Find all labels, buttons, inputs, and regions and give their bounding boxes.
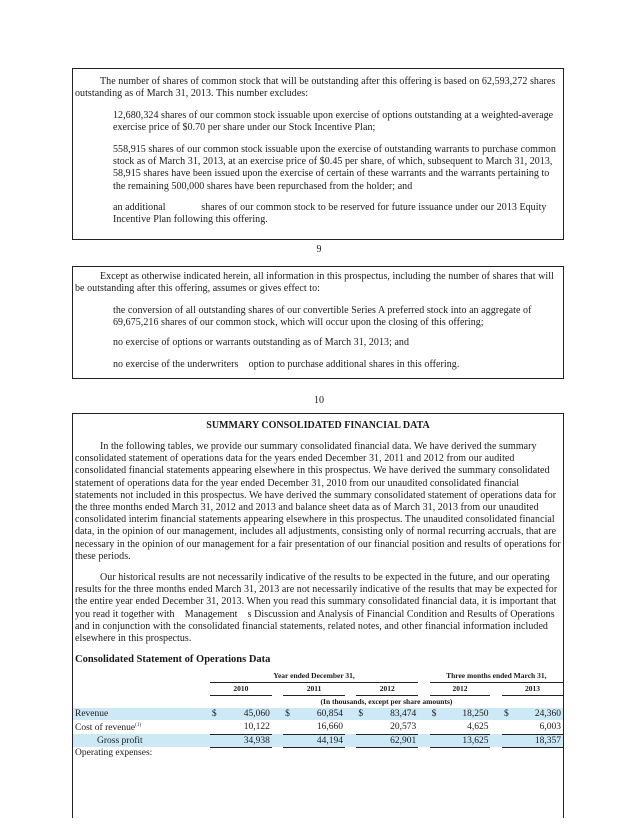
footnote-marker: (1) <box>135 723 141 728</box>
row-label: Operating expenses: <box>75 748 153 759</box>
table-cell: 4,625 <box>441 720 490 734</box>
no-options-assumption-item: no exercise of options or warrants outstanding as of March 31, 2013; and <box>113 337 410 348</box>
table-cell: 6,003 <box>514 720 563 734</box>
assumptions-intro: Except as otherwise indicated herein, all information in this prospectus, including the number of shares that will be outstanding after this offering, assumes or gives effect to: <box>75 271 557 295</box>
currency-symbol: $ <box>283 708 295 720</box>
share-exclusions-box <box>72 68 564 240</box>
table-row <box>73 747 563 760</box>
row-label-text: Cost of revenue <box>75 723 136 734</box>
table-cell: 20,573 <box>368 720 418 734</box>
currency-symbol: $ <box>210 708 222 720</box>
table-cell: 24,360 <box>514 708 563 720</box>
year-header: 2012 <box>430 683 491 696</box>
row-label: Gross profit <box>73 734 210 747</box>
page-number: 10 <box>314 395 324 406</box>
units-row <box>73 696 563 709</box>
table-row <box>73 720 563 734</box>
table-cell: 44,194 <box>295 734 345 747</box>
row-label: Revenue <box>73 708 210 720</box>
table-cell: 16,660 <box>295 720 345 734</box>
year-header: 2011 <box>283 683 345 696</box>
year-header: 2010 <box>210 683 272 696</box>
currency-symbol: $ <box>502 708 514 720</box>
table-cell: 18,357 <box>514 734 563 747</box>
table-cell: 34,938 <box>222 734 272 747</box>
year-group-header: Year ended December 31, <box>210 670 418 683</box>
table-heading: Consolidated Statement of Operations Data <box>75 654 271 665</box>
options-exclusion-item: 12,680,324 shares of our common stock issuable upon exercise of options outstanding at a weighted-average exercise price of $0.70 per share under our Stock Incentive Plan; <box>113 110 556 134</box>
table-cell: 18,250 <box>441 708 490 720</box>
year-header-row <box>73 683 563 696</box>
currency-symbol: $ <box>356 708 368 720</box>
section-title: SUMMARY CONSOLIDATED FINANCIAL DATA <box>206 420 430 431</box>
units-note: (In thousands, except per share amounts) <box>320 697 453 706</box>
page-number: 9 <box>316 244 322 255</box>
year-header: 2013 <box>502 683 563 696</box>
summary-intro-paragraph: In the following tables, we provide our summary consolidated financial data. We have derived the summary consolidated statement of operations data for the years ended December 31, 2011 and 2012 from our audited consolidated financial statements appearing elsewhere in this prospectus. We have derived the summary consolidated statement of operations data for the year ended December 31, 2010 from our unaudited consolidated financial statements not included in this prospectus. We have derived the summary consolidated statement of operations data for the three months ended March 31, 2012 and 2013 and balance sheet data as of March 31, 2013 from our unaudited consolidated interim financial statements appearing elsewhere in this prospectus. The unaudited consolidated financial data, in the opinion of our management, includes all adjustments, consisting only of normal recurring accruals, that are necessary in the opinion of our management for a fair presentation of our financial position and results of operations for these periods. <box>75 441 564 562</box>
table-cell: 13,625 <box>441 734 490 747</box>
year-header: 2012 <box>356 683 418 696</box>
historical-results-paragraph: Our historical results are not necessarily indicative of the results to be expected in the future, and our operating results for the three months ended March 31, 2013 are not necessarily indicative of the results that may be expected for the entire year ended December 31, 2013. When you read this summary consolidated financial data, it is important that you read it together with Management s Discussion and Analysis of Financial Condition and Results of Operations and in conjunction with the consolidated financial statements, related notes, and other financial information included elsewhere in this prospectus. <box>75 572 568 645</box>
group-header-row <box>73 670 563 683</box>
row-label <box>73 720 210 734</box>
table-row <box>73 708 563 720</box>
assumptions-box <box>72 266 564 379</box>
table-row <box>73 734 563 747</box>
no-underwriter-option-item: no exercise of the underwriters option to purchase additional shares in this offering. <box>113 359 460 370</box>
shares-outstanding-intro: The number of shares of common stock that will be outstanding after this offering is based on 62,593,272 shares outstanding as of March 31, 2013. This number excludes: <box>75 76 558 100</box>
warrants-exclusion-item: 558,915 shares of our common stock issuable upon the exercise of outstanding warrants to purchase common stock as of March 31, 2013, at an exercise price of $0.45 per share, of which, subsequent to March 31, 2013, 58,915 shares have been issued upon the exercise of certain of these warrants and the warrants pertaining to the remaining 500,000 shares have been repurchased from the holder; and <box>113 144 559 192</box>
table-cell: 83,474 <box>368 708 418 720</box>
quarter-group-header: Three months ended March 31, <box>430 670 563 683</box>
table-cell: 10,122 <box>222 720 272 734</box>
equity-plan-exclusion-item: an additional shares of our common stock to be reserved for future issuance under our 2013 Equity Incentive Plan following this offering. <box>113 202 550 226</box>
summary-financial-data-box <box>72 413 568 818</box>
table-cell: 62,901 <box>368 734 418 747</box>
table-cell: 60,854 <box>295 708 345 720</box>
operations-data-table <box>73 670 563 760</box>
table-cell: 45,060 <box>222 708 272 720</box>
conversion-assumption-item: the conversion of all outstanding shares of our convertible Series A preferred stock into an aggregate of 69,675,216 shares of our common stock, which will occur upon the closing of this offering; <box>113 305 535 329</box>
currency-symbol: $ <box>430 708 442 720</box>
